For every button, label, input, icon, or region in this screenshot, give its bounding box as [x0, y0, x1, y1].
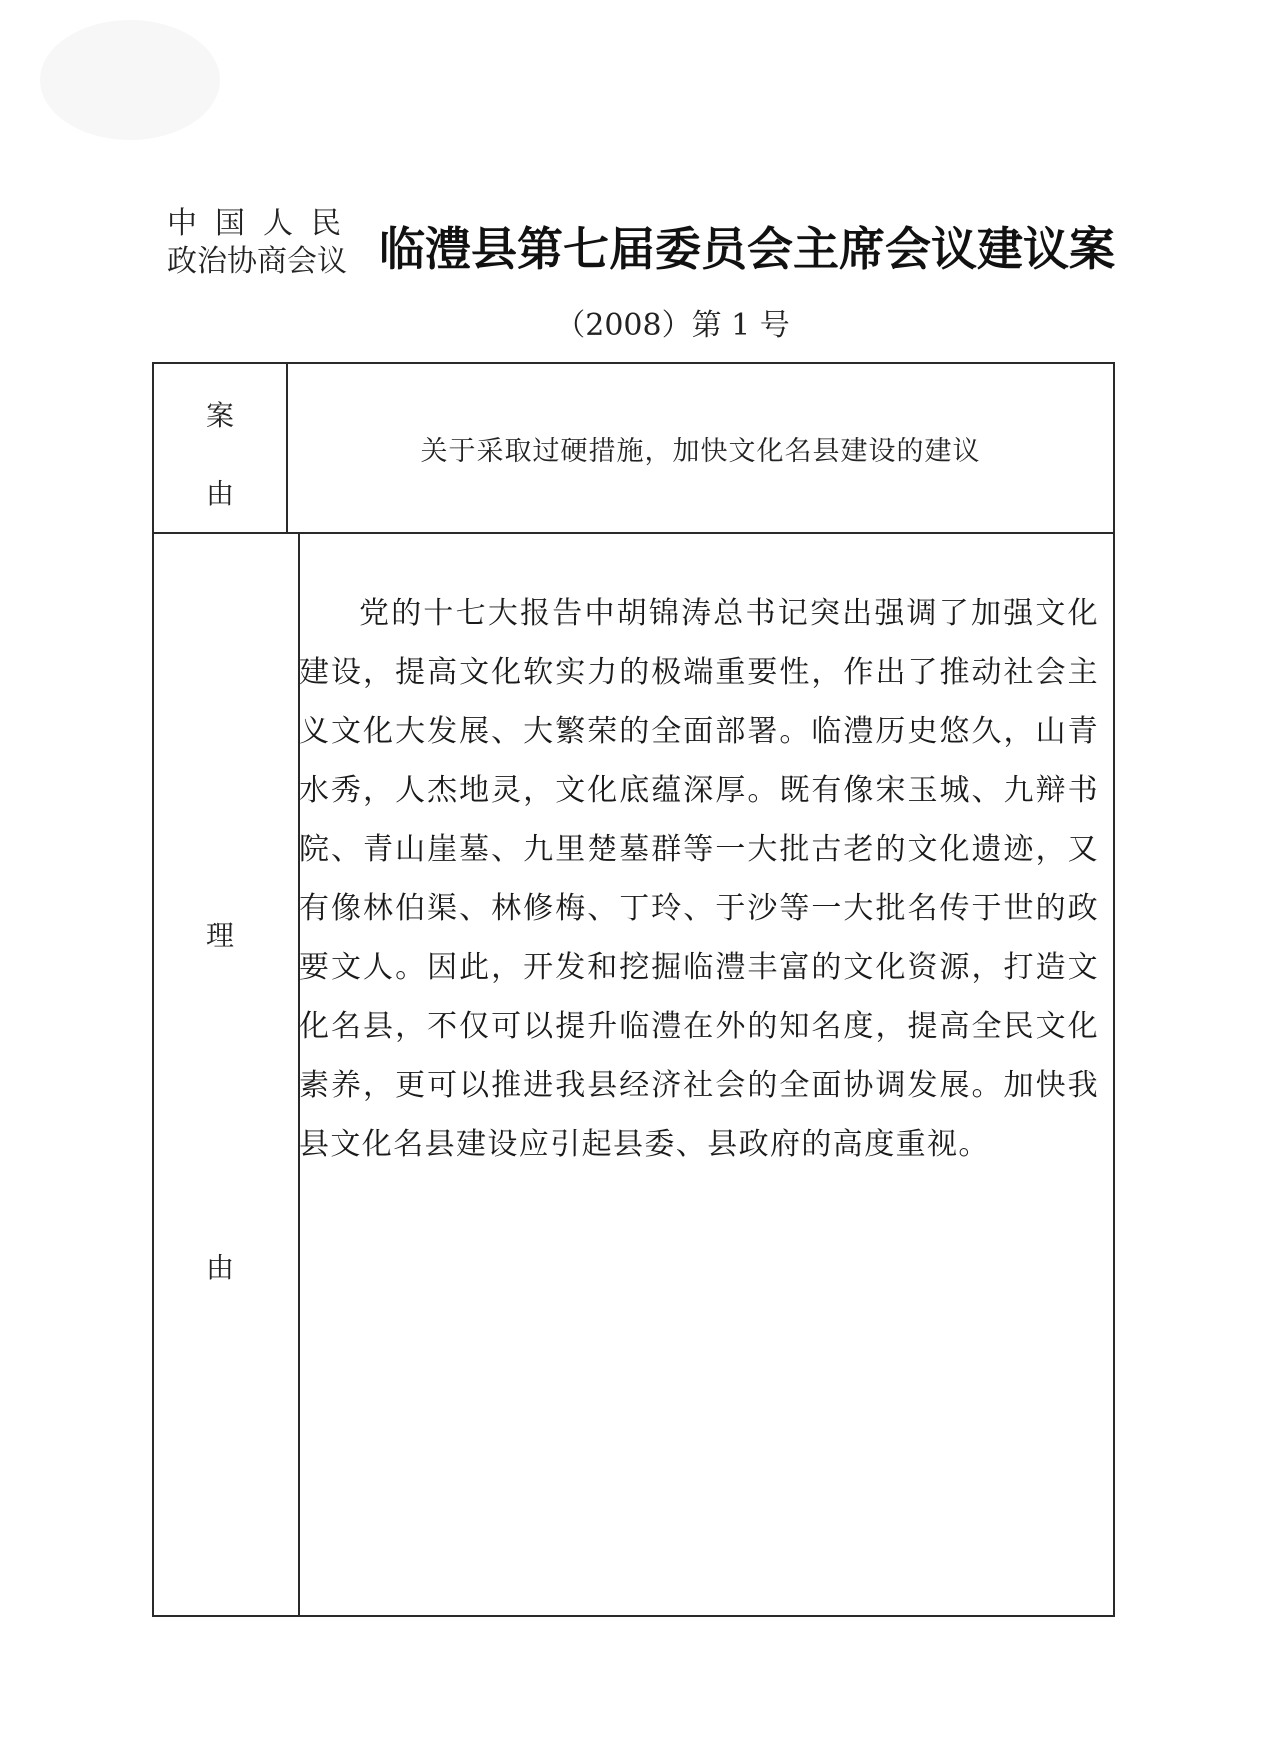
- proposal-table: [152, 362, 1115, 1617]
- org-line-1: 中国人民: [167, 206, 359, 241]
- document-number: （2008）第 1 号: [555, 308, 790, 343]
- document-header: [167, 205, 1115, 279]
- document-title: 临澧县第七届委员会主席会议建议案: [379, 222, 1115, 276]
- cause-label-char-1: 案: [205, 399, 234, 432]
- cause-text: 关于采取过硬措施，加快文化名县建设的建议: [420, 436, 981, 467]
- reason-label-char-2: 由: [205, 1251, 234, 1284]
- scan-artifact: [40, 20, 220, 140]
- cause-label-char-2: 由: [205, 477, 234, 510]
- organization-name: [167, 205, 367, 281]
- reason-text: 党的十七大报告中胡锦涛总书记突出强调了加强文化建设，提高文化软实力的极端重要性，作出了推动社会主义文化大发展、大繁荣的全面部署。临澧历史悠久，山青水秀，人杰地灵，文化底蕴深厚。既有像宋玉城、九辩书院、青山崖墓、九里楚墓群等一大批古老的文化遗迹，又有像林伯渠、林修梅、丁玲、于沙等一大批名传于世的政要文人。因此，开发和挖掘临澧丰富的文化资源，打造文化名县，不仅可以提升临澧在外的知名度，提高全民文化素养，更可以推进我县经济社会的全面协调发展。加快我县文化名县建设应引起县委、县政府的高度重视。: [299, 596, 1099, 1162]
- reason-row: [154, 534, 1113, 1615]
- reason-label-char-1: 理: [205, 919, 234, 952]
- org-line-2: 政治协商会议: [167, 244, 347, 279]
- cause-row: [154, 364, 1113, 534]
